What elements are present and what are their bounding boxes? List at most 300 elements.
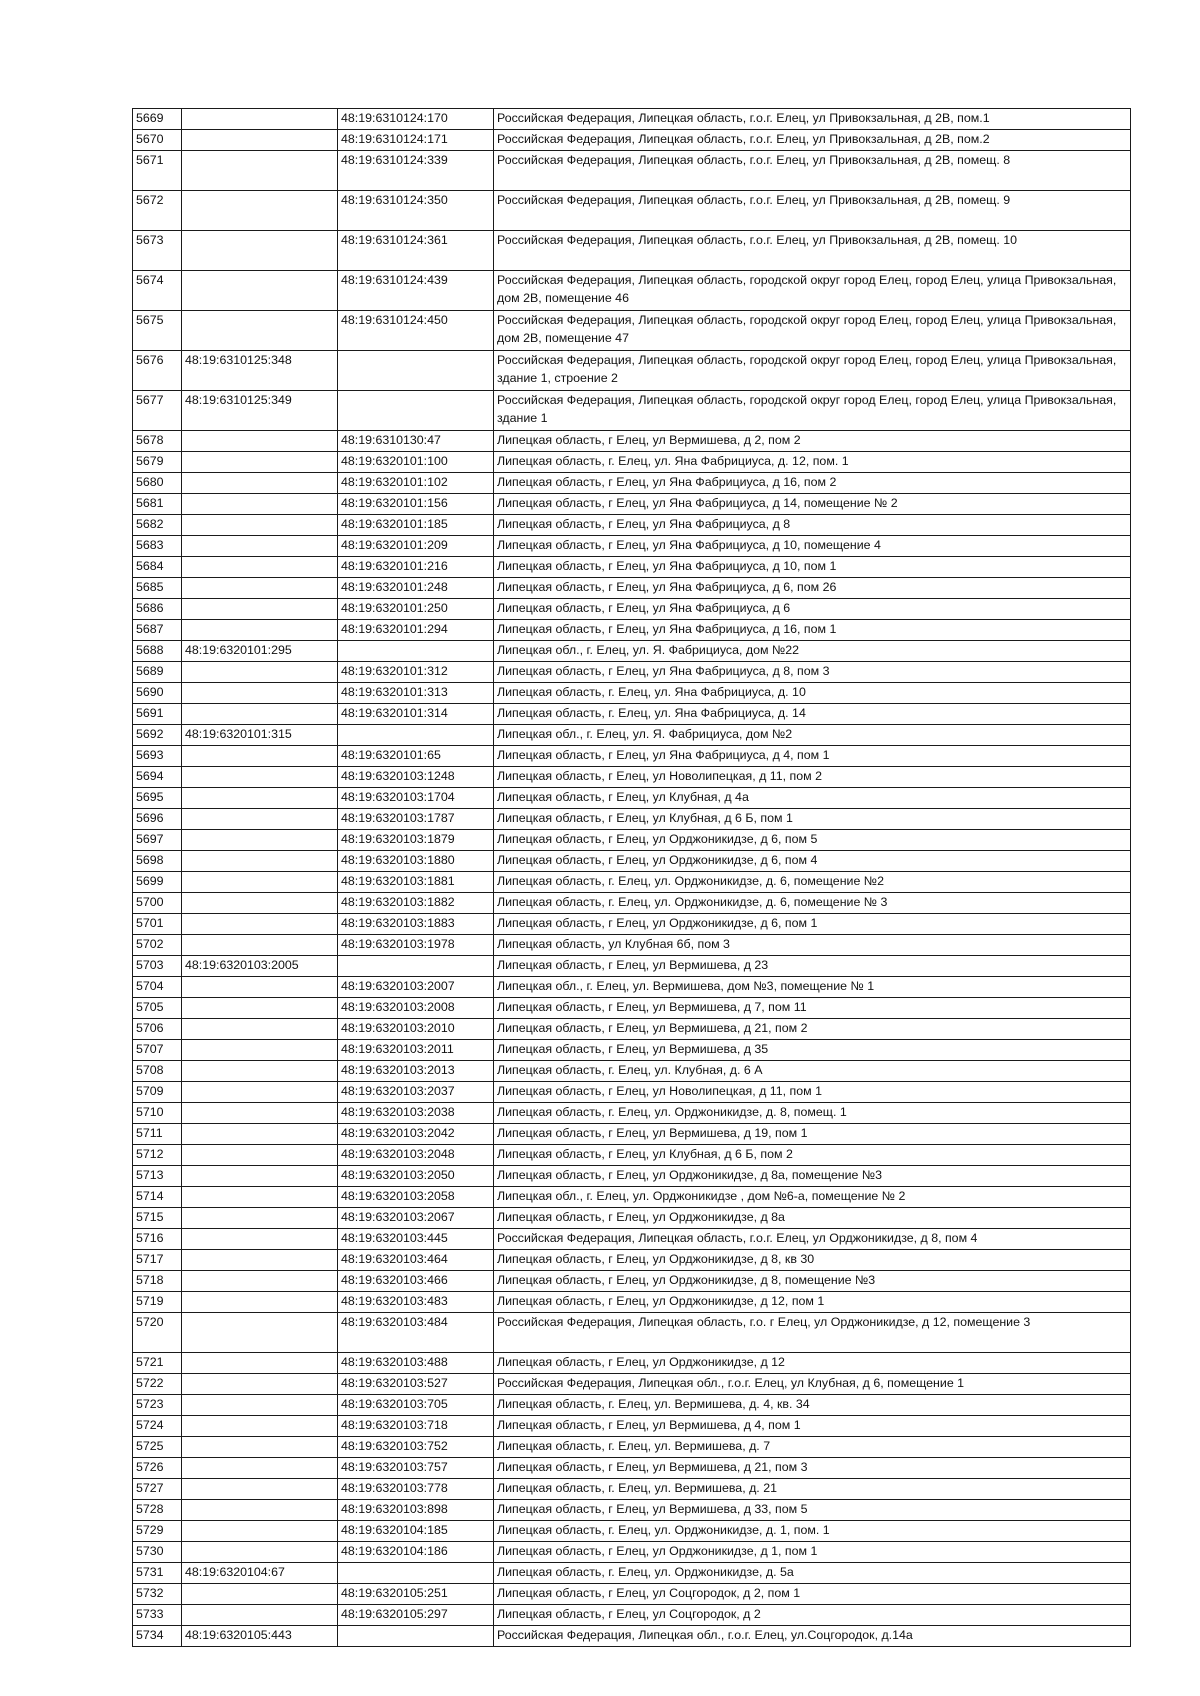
address-cell: Липецкая область, г Елец, ул Вермишева, д 23 [494,956,1131,977]
address-cell: Липецкая область, г Елец, ул Соцгородок, д 2, пом 1 [494,1584,1131,1605]
address-cell: Российская Федерация, Липецкая область, г.о.г. Елец, ул Привокзальная, д 2В, пом.2 [494,130,1131,151]
object-number-cell [338,725,494,746]
row-number-cell: 5730 [133,1542,182,1563]
table-row [133,599,1131,620]
table-row [133,620,1131,641]
parcel-number-cell [182,872,338,893]
row-number-cell: 5720 [133,1313,182,1353]
object-number-cell [338,641,494,662]
table-row [133,391,1131,431]
address-cell: Российская Федерация, Липецкая обл., г.о.г. Елец, ул.Соцгородок, д.14а [494,1626,1131,1647]
address-cell: Липецкая область, г Елец, ул Клубная, д 4а [494,788,1131,809]
parcel-number-cell [182,1500,338,1521]
row-number-cell: 5696 [133,809,182,830]
parcel-number-cell: 48:19:6320105:443 [182,1626,338,1647]
object-number-cell: 48:19:6320101:312 [338,662,494,683]
row-number-cell: 5685 [133,578,182,599]
parcel-number-cell [182,1103,338,1124]
row-number-cell: 5703 [133,956,182,977]
parcel-number-cell: 48:19:6310125:349 [182,391,338,431]
parcel-number-cell [182,1542,338,1563]
object-number-cell: 48:19:6320103:2037 [338,1082,494,1103]
address-cell: Липецкая область, г Елец, ул Орджоникидзе, д 8а [494,1208,1131,1229]
row-number-cell: 5687 [133,620,182,641]
address-cell: Липецкая область, г. Елец, ул. Орджоникидзе, д. 6, помещение № 3 [494,893,1131,914]
parcel-number-cell [182,1437,338,1458]
object-number-cell: 48:19:6320103:752 [338,1437,494,1458]
table-row [133,1145,1131,1166]
object-number-cell: 48:19:6310124:170 [338,109,494,130]
object-number-cell: 48:19:6320103:445 [338,1229,494,1250]
row-number-cell: 5697 [133,830,182,851]
address-cell: Липецкая область, г Елец, ул Вермишева, д 21, пом 2 [494,1019,1131,1040]
table-row [133,872,1131,893]
table-row [133,130,1131,151]
parcel-number-cell: 48:19:6320101:295 [182,641,338,662]
object-number-cell: 48:19:6320103:464 [338,1250,494,1271]
row-number-cell: 5721 [133,1353,182,1374]
object-number-cell: 48:19:6320103:2048 [338,1145,494,1166]
object-number-cell: 48:19:6320103:2011 [338,1040,494,1061]
object-number-cell: 48:19:6320101:294 [338,620,494,641]
address-cell: Липецкая область, г Елец, ул Яна Фабрициуса, д 14, помещение № 2 [494,494,1131,515]
table-row [133,452,1131,473]
row-number-cell: 5716 [133,1229,182,1250]
address-cell: Липецкая область, г Елец, ул Вермишева, д 19, пом 1 [494,1124,1131,1145]
address-cell: Липецкая область, г. Елец, ул. Орджоникидзе, д. 8, помещ. 1 [494,1103,1131,1124]
address-cell: Липецкая область, г. Елец, ул. Вермишева, д. 7 [494,1437,1131,1458]
parcel-number-cell [182,851,338,872]
table-row [133,1563,1131,1584]
table-row [133,473,1131,494]
parcel-number-cell [182,1166,338,1187]
address-cell: Российская Федерация, Липецкая область, г.о. г Елец, ул Орджоникидзе, д 12, помещение 3 [494,1313,1131,1353]
parcel-number-cell [182,683,338,704]
table-row [133,351,1131,391]
row-number-cell: 5691 [133,704,182,725]
table-row [133,191,1131,231]
parcel-number-cell [182,473,338,494]
parcel-number-cell: 48:19:6320103:2005 [182,956,338,977]
address-cell: Липецкая область, г Елец, ул Орджоникидзе, д 12 [494,1353,1131,1374]
document-page [132,108,1130,1647]
row-number-cell: 5693 [133,746,182,767]
object-number-cell: 48:19:6320101:100 [338,452,494,473]
object-number-cell: 48:19:6320104:186 [338,1542,494,1563]
row-number-cell: 5680 [133,473,182,494]
object-number-cell: 48:19:6310124:171 [338,130,494,151]
object-number-cell: 48:19:6320103:466 [338,1271,494,1292]
row-number-cell: 5672 [133,191,182,231]
table-row [133,1542,1131,1563]
address-cell: Липецкая область, г. Елец, ул. Вермишева, д. 21 [494,1479,1131,1500]
parcel-number-cell [182,767,338,788]
row-number-cell: 5718 [133,1271,182,1292]
address-cell: Липецкая область, г Елец, ул Орджоникидзе, д 6, пом 5 [494,830,1131,851]
table-row [133,1040,1131,1061]
object-number-cell: 48:19:6320101:185 [338,515,494,536]
table-row [133,851,1131,872]
table-row [133,1229,1131,1250]
address-cell: Российская Федерация, Липецкая область, г.о.г. Елец, ул Привокзальная, д 2В, пом.1 [494,109,1131,130]
object-number-cell: 48:19:6320103:2013 [338,1061,494,1082]
row-number-cell: 5706 [133,1019,182,1040]
table-row [133,1208,1131,1229]
object-number-cell: 48:19:6320103:2050 [338,1166,494,1187]
parcel-number-cell [182,1584,338,1605]
table-row [133,431,1131,452]
row-number-cell: 5695 [133,788,182,809]
object-number-cell [338,1626,494,1647]
parcel-number-cell [182,536,338,557]
object-number-cell [338,351,494,391]
object-number-cell: 48:19:6310124:350 [338,191,494,231]
parcel-number-cell [182,977,338,998]
table-row [133,956,1131,977]
address-cell: Липецкая область, г Елец, ул Орджоникидзе, д 8а, помещение №3 [494,1166,1131,1187]
address-cell: Липецкая область, г Елец, ул Яна Фабрициуса, д 10, пом 1 [494,557,1131,578]
object-number-cell: 48:19:6320101:248 [338,578,494,599]
object-number-cell: 48:19:6320101:102 [338,473,494,494]
parcel-number-cell [182,1250,338,1271]
row-number-cell: 5711 [133,1124,182,1145]
address-cell: Липецкая область, г Елец, ул Вермишева, д 2, пом 2 [494,431,1131,452]
object-number-cell: 48:19:6320103:2038 [338,1103,494,1124]
object-number-cell: 48:19:6320105:251 [338,1584,494,1605]
table-row [133,1584,1131,1605]
row-number-cell: 5681 [133,494,182,515]
parcel-number-cell [182,1313,338,1353]
row-number-cell: 5708 [133,1061,182,1082]
row-number-cell: 5701 [133,914,182,935]
parcel-number-cell [182,1187,338,1208]
address-cell: Липецкая область, г. Елец, ул. Клубная, д. 6 А [494,1061,1131,1082]
row-number-cell: 5704 [133,977,182,998]
address-cell: Липецкая область, г Елец, ул Яна Фабрициуса, д 8 [494,515,1131,536]
object-number-cell: 48:19:6320103:1879 [338,830,494,851]
address-cell: Липецкая область, г Елец, ул Яна Фабрициуса, д 16, пом 2 [494,473,1131,494]
row-number-cell: 5694 [133,767,182,788]
row-number-cell: 5713 [133,1166,182,1187]
row-number-cell: 5692 [133,725,182,746]
object-number-cell: 48:19:6320103:718 [338,1416,494,1437]
parcel-number-cell [182,1458,338,1479]
address-cell: Липецкая обл., г. Елец, ул. Вермишева, дом №3, помещение № 1 [494,977,1131,998]
object-number-cell: 48:19:6320103:2067 [338,1208,494,1229]
table-row [133,683,1131,704]
address-cell: Липецкая область, г. Елец, ул. Орджоникидзе, д. 1, пом. 1 [494,1521,1131,1542]
address-cell: Липецкая область, г Елец, ул Орджоникидзе, д 1, пом 1 [494,1542,1131,1563]
table-row [133,109,1131,130]
parcel-number-cell: 48:19:6310125:348 [182,351,338,391]
object-number-cell: 48:19:6320105:297 [338,1605,494,1626]
row-number-cell: 5671 [133,151,182,191]
parcel-number-cell [182,494,338,515]
table-row [133,1061,1131,1082]
address-cell: Липецкая область, г Елец, ул Яна Фабрициуса, д 8, пом 3 [494,662,1131,683]
table-row [133,1479,1131,1500]
row-number-cell: 5709 [133,1082,182,1103]
object-number-cell: 48:19:6320101:65 [338,746,494,767]
row-number-cell: 5728 [133,1500,182,1521]
parcel-number-cell [182,130,338,151]
parcel-number-cell [182,515,338,536]
table-row [133,1271,1131,1292]
object-number-cell: 48:19:6320101:209 [338,536,494,557]
address-cell: Липецкая обл., г. Елец, ул. Я. Фабрициуса, дом №2 [494,725,1131,746]
table-row [133,1416,1131,1437]
row-number-cell: 5712 [133,1145,182,1166]
row-number-cell: 5734 [133,1626,182,1647]
address-cell: Липецкая область, ул Клубная 6б, пом 3 [494,935,1131,956]
row-number-cell: 5684 [133,557,182,578]
table-row [133,578,1131,599]
parcel-number-cell [182,893,338,914]
object-number-cell: 48:19:6320103:488 [338,1353,494,1374]
table-row [133,1605,1131,1626]
address-cell: Липецкая область, г Елец, ул Яна Фабрициуса, д 4, пом 1 [494,746,1131,767]
parcel-number-cell [182,1479,338,1500]
address-cell: Липецкая область, г Елец, ул Вермишева, д 35 [494,1040,1131,1061]
table-row [133,1082,1131,1103]
object-number-cell: 48:19:6310124:339 [338,151,494,191]
table-row [133,1626,1131,1647]
table-row [133,998,1131,1019]
row-number-cell: 5686 [133,599,182,620]
table-row [133,1374,1131,1395]
table-row [133,311,1131,351]
row-number-cell: 5688 [133,641,182,662]
parcel-number-cell [182,809,338,830]
object-number-cell: 48:19:6310130:47 [338,431,494,452]
address-cell: Липецкая область, г. Елец, ул. Орджоникидзе, д. 6, помещение №2 [494,872,1131,893]
row-number-cell: 5676 [133,351,182,391]
object-number-cell: 48:19:6310124:450 [338,311,494,351]
object-number-cell: 48:19:6320103:2007 [338,977,494,998]
row-number-cell: 5724 [133,1416,182,1437]
object-number-cell: 48:19:6320101:314 [338,704,494,725]
parcel-number-cell [182,1395,338,1416]
table-row [133,746,1131,767]
object-number-cell: 48:19:6320103:483 [338,1292,494,1313]
parcel-number-cell [182,1061,338,1082]
table-row [133,1187,1131,1208]
row-number-cell: 5723 [133,1395,182,1416]
parcel-number-cell [182,151,338,191]
parcel-number-cell [182,578,338,599]
object-number-cell: 48:19:6320103:1248 [338,767,494,788]
object-number-cell: 48:19:6320103:757 [338,1458,494,1479]
parcel-number-cell: 48:19:6320104:67 [182,1563,338,1584]
table-row [133,914,1131,935]
table-row [133,662,1131,683]
row-number-cell: 5725 [133,1437,182,1458]
row-number-cell: 5677 [133,391,182,431]
object-number-cell: 48:19:6320101:156 [338,494,494,515]
object-number-cell: 48:19:6320103:1787 [338,809,494,830]
address-cell: Липецкая область, г. Елец, ул. Яна Фабрициуса, д. 12, пом. 1 [494,452,1131,473]
object-number-cell: 48:19:6320103:2008 [338,998,494,1019]
row-number-cell: 5727 [133,1479,182,1500]
parcel-number-cell [182,935,338,956]
row-number-cell: 5715 [133,1208,182,1229]
address-cell: Липецкая область, г Елец, ул Вермишева, д 7, пом 11 [494,998,1131,1019]
parcel-number-cell [182,914,338,935]
table-row [133,536,1131,557]
table-row [133,231,1131,271]
table-row [133,788,1131,809]
address-cell: Липецкая обл., г. Елец, ул. Я. Фабрициуса, дом №22 [494,641,1131,662]
parcel-number-cell [182,1292,338,1313]
address-cell: Липецкая область, г Елец, ул Яна Фабрициуса, д 6, пом 26 [494,578,1131,599]
parcel-number-cell: 48:19:6320101:315 [182,725,338,746]
row-number-cell: 5707 [133,1040,182,1061]
address-cell: Липецкая область, г. Елец, ул. Яна Фабрициуса, д. 10 [494,683,1131,704]
address-cell: Липецкая область, г Елец, ул Яна Фабрициуса, д 16, пом 1 [494,620,1131,641]
row-number-cell: 5702 [133,935,182,956]
object-number-cell [338,1563,494,1584]
address-cell: Липецкая область, г Елец, ул Орджоникидзе, д 8, кв 30 [494,1250,1131,1271]
row-number-cell: 5698 [133,851,182,872]
parcel-number-cell [182,788,338,809]
parcel-number-cell [182,704,338,725]
parcel-number-cell [182,1605,338,1626]
row-number-cell: 5732 [133,1584,182,1605]
object-number-cell: 48:19:6320103:1704 [338,788,494,809]
object-number-cell [338,391,494,431]
row-number-cell: 5726 [133,1458,182,1479]
address-cell: Липецкая обл., г. Елец, ул. Орджоникидзе , дом №6-а, помещение № 2 [494,1187,1131,1208]
object-number-cell: 48:19:6320103:778 [338,1479,494,1500]
address-cell: Липецкая область, г Елец, ул Орджоникидзе, д 12, пом 1 [494,1292,1131,1313]
parcel-number-cell [182,1416,338,1437]
parcel-number-cell [182,109,338,130]
row-number-cell: 5699 [133,872,182,893]
address-cell: Липецкая область, г. Елец, ул. Орджоникидзе, д. 5а [494,1563,1131,1584]
object-number-cell: 48:19:6320101:313 [338,683,494,704]
parcel-number-cell [182,1271,338,1292]
row-number-cell: 5683 [133,536,182,557]
table-body [133,109,1131,1647]
parcel-number-cell [182,746,338,767]
row-number-cell: 5670 [133,130,182,151]
address-cell: Липецкая область, г Елец, ул Вермишева, д 33, пом 5 [494,1500,1131,1521]
row-number-cell: 5705 [133,998,182,1019]
parcel-number-cell [182,431,338,452]
address-cell: Российская Федерация, Липецкая область, г.о.г. Елец, ул Орджоникидзе, д 8, пом 4 [494,1229,1131,1250]
object-number-cell: 48:19:6320103:527 [338,1374,494,1395]
object-number-cell: 48:19:6320103:2010 [338,1019,494,1040]
table-row [133,1437,1131,1458]
address-cell: Липецкая область, г Елец, ул Вермишева, д 21, пом 3 [494,1458,1131,1479]
object-number-cell: 48:19:6320103:705 [338,1395,494,1416]
address-cell: Липецкая область, г Елец, ул Вермишева, д 4, пом 1 [494,1416,1131,1437]
object-number-cell: 48:19:6320103:1881 [338,872,494,893]
table-row [133,935,1131,956]
address-cell: Липецкая область, г. Елец, ул. Яна Фабрициуса, д. 14 [494,704,1131,725]
table-row [133,830,1131,851]
address-cell: Российская Федерация, Липецкая область, городской округ город Елец, город Елец, улица Привокзальная, дом 2В, помещение 47 [494,311,1131,351]
object-number-cell: 48:19:6320103:484 [338,1313,494,1353]
row-number-cell: 5678 [133,431,182,452]
table-row [133,641,1131,662]
row-number-cell: 5719 [133,1292,182,1313]
table-row [133,893,1131,914]
object-number-cell [338,956,494,977]
row-number-cell: 5682 [133,515,182,536]
address-cell: Российская Федерация, Липецкая область, г.о.г. Елец, ул Привокзальная, д 2В, помещ. 8 [494,151,1131,191]
table-row [133,1458,1131,1479]
parcel-number-cell [182,557,338,578]
row-number-cell: 5729 [133,1521,182,1542]
row-number-cell: 5674 [133,271,182,311]
table-row [133,1103,1131,1124]
parcel-number-cell [182,620,338,641]
parcel-number-cell [182,662,338,683]
address-cell: Липецкая область, г Елец, ул Орджоникидзе, д 8, помещение №3 [494,1271,1131,1292]
address-cell: Российская Федерация, Липецкая область, г.о.г. Елец, ул Привокзальная, д 2В, помещ. 10 [494,231,1131,271]
parcel-number-cell [182,311,338,351]
parcel-number-cell [182,1521,338,1542]
table-row [133,1395,1131,1416]
parcel-number-cell [182,1374,338,1395]
row-number-cell: 5717 [133,1250,182,1271]
row-number-cell: 5722 [133,1374,182,1395]
parcel-number-cell [182,998,338,1019]
object-number-cell: 48:19:6320103:2058 [338,1187,494,1208]
address-cell: Липецкая область, г. Елец, ул. Вермишева, д. 4, кв. 34 [494,1395,1131,1416]
address-cell: Липецкая область, г Елец, ул Новолипецкая, д 11, пом 1 [494,1082,1131,1103]
table-row [133,767,1131,788]
address-cell: Липецкая область, г Елец, ул Соцгородок, д 2 [494,1605,1131,1626]
table-row [133,725,1131,746]
property-table [132,108,1131,1647]
address-cell: Липецкая область, г Елец, ул Орджоникидзе, д 6, пом 1 [494,914,1131,935]
table-row [133,151,1131,191]
parcel-number-cell [182,830,338,851]
parcel-number-cell [182,1019,338,1040]
address-cell: Липецкая область, г Елец, ул Клубная, д 6 Б, пом 2 [494,1145,1131,1166]
object-number-cell: 48:19:6320103:1883 [338,914,494,935]
object-number-cell: 48:19:6320103:2042 [338,1124,494,1145]
object-number-cell: 48:19:6320103:1978 [338,935,494,956]
table-row [133,1166,1131,1187]
parcel-number-cell [182,1353,338,1374]
table-row [133,977,1131,998]
row-number-cell: 5673 [133,231,182,271]
table-row [133,1019,1131,1040]
row-number-cell: 5731 [133,1563,182,1584]
table-row [133,557,1131,578]
table-row [133,809,1131,830]
table-row [133,1500,1131,1521]
parcel-number-cell [182,1040,338,1061]
address-cell: Российская Федерация, Липецкая область, городской округ город Елец, город Елец, улица Привокзальная, дом 2В, помещение 46 [494,271,1131,311]
row-number-cell: 5675 [133,311,182,351]
address-cell: Российская Федерация, Липецкая область, городской округ город Елец, город Елец, улица Привокзальная, здание 1, строение 2 [494,351,1131,391]
table-row [133,1250,1131,1271]
parcel-number-cell [182,1145,338,1166]
table-row [133,515,1131,536]
row-number-cell: 5689 [133,662,182,683]
address-cell: Липецкая область, г Елец, ул Яна Фабрициуса, д 10, помещение 4 [494,536,1131,557]
parcel-number-cell [182,231,338,271]
row-number-cell: 5669 [133,109,182,130]
object-number-cell: 48:19:6310124:439 [338,271,494,311]
address-cell: Российская Федерация, Липецкая область, городской округ город Елец, город Елец, улица Привокзальная, здание 1 [494,391,1131,431]
address-cell: Российская Федерация, Липецкая область, г.о.г. Елец, ул Привокзальная, д 2В, помещ. 9 [494,191,1131,231]
row-number-cell: 5714 [133,1187,182,1208]
